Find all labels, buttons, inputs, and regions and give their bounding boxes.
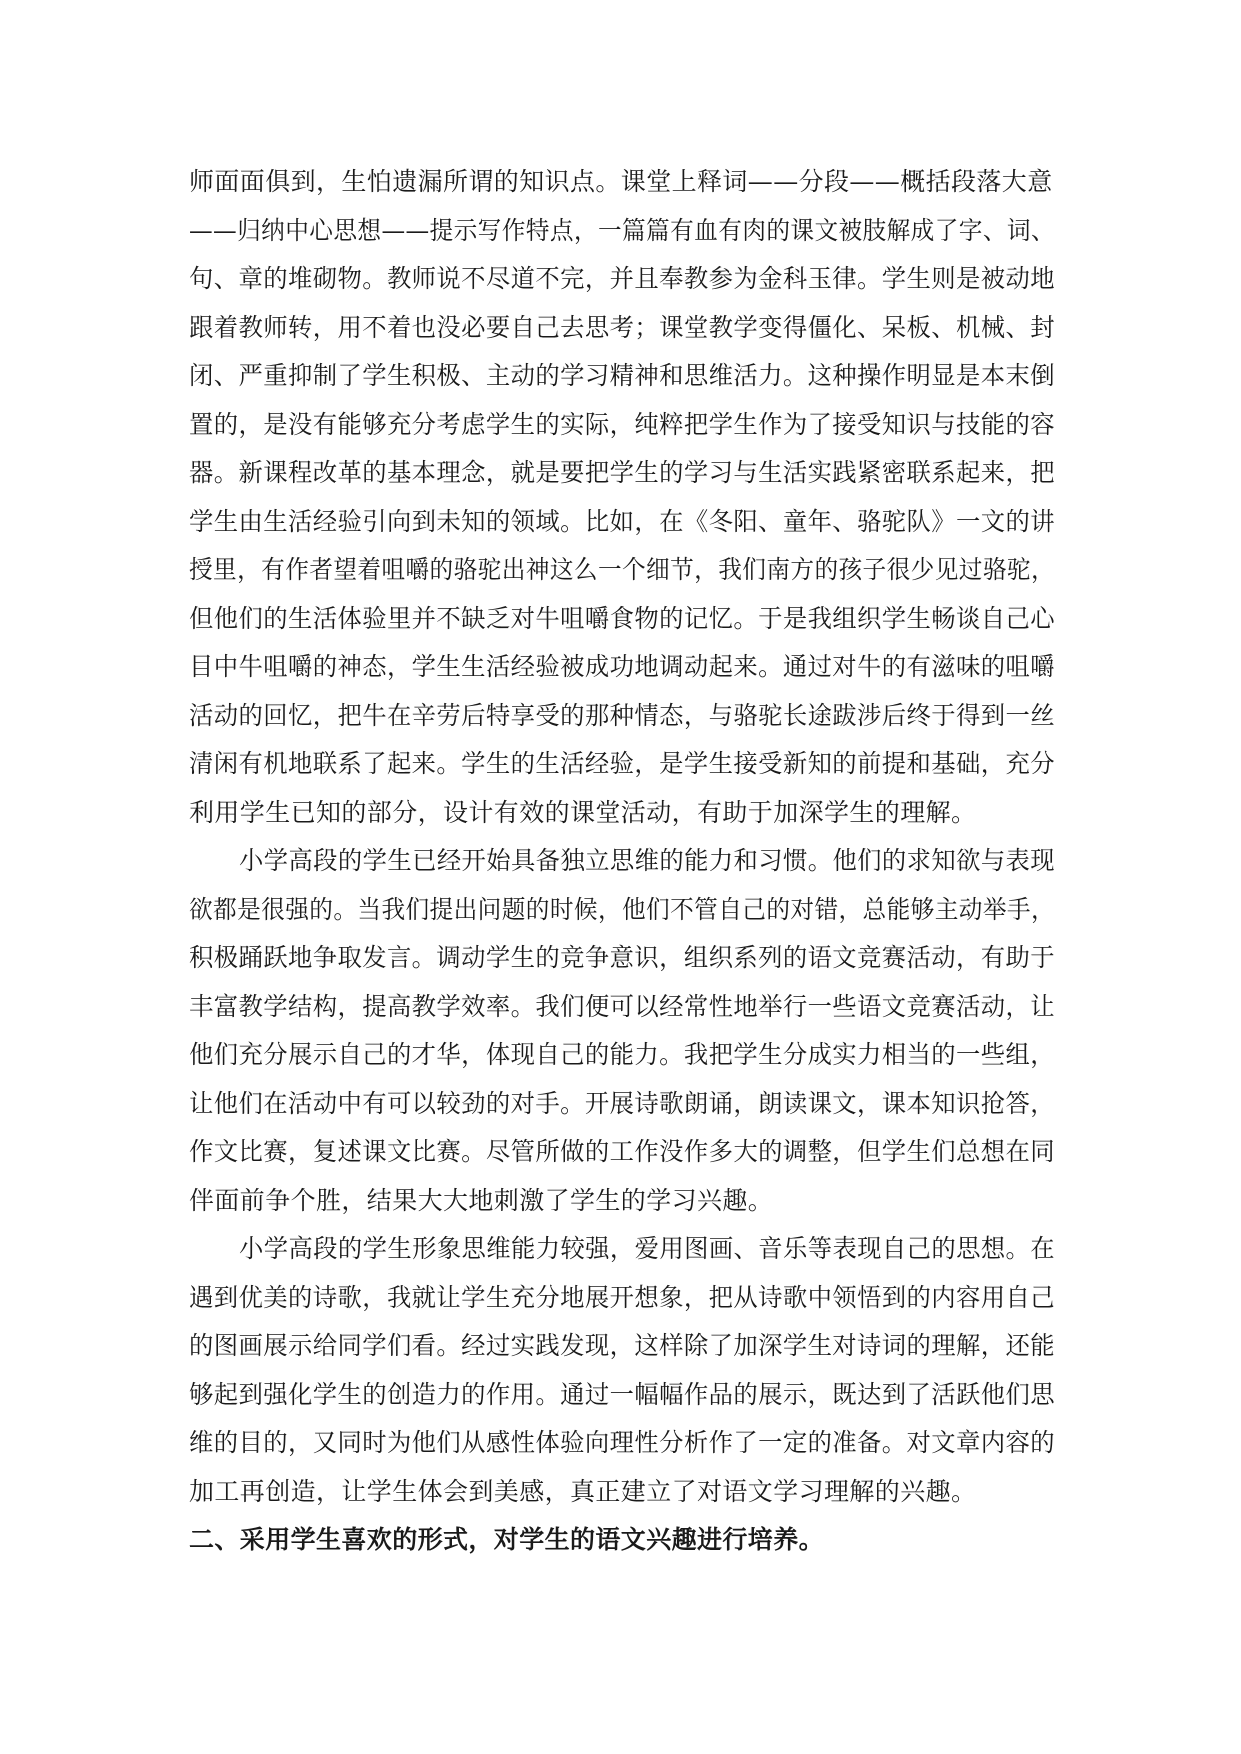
text-line: 跟着教师转，用不着也没必要自己去思考；课堂教学变得僵化、呆板、机械、封	[189, 312, 1055, 342]
text-line: 置的，是没有能够充分考虑学生的实际，纯粹把学生作为了接受知识与技能的容	[189, 409, 1055, 439]
text-line: 欲都是很强的。当我们提出问题的时候，他们不管自己的对错，总能够主动举手，	[189, 894, 1055, 924]
text-line: 遇到优美的诗歌，我就让学生充分地展开想象，把从诗歌中领悟到的内容用自己	[189, 1282, 1055, 1312]
text-line: 师面面俱到，生怕遗漏所谓的知识点。课堂上释词——分段——概括段落大意	[189, 167, 1053, 196]
text-line: 他们充分展示自己的才华，体现自己的能力。我把学生分成实力相当的一些组，	[189, 1040, 1055, 1069]
text-line: 的图画展示给同学们看。经过实践发现，这样除了加深学生对诗词的理解，还能	[189, 1331, 1055, 1360]
text-line: 学生由生活经验引向到未知的领域。比如，在《冬阳、童年、骆驼队》一文的讲	[189, 506, 1055, 536]
text-line: 够起到强化学生的创造力的作用。通过一幅幅作品的展示，既达到了活跃他们思	[189, 1379, 1055, 1409]
text-line: 作文比赛，复述课文比赛。尽管所做的工作没作多大的调整，但学生们总想在同	[189, 1137, 1055, 1166]
text-line: 授里，有作者望着咀嚼的骆驼出神这么一个细节，我们南方的孩子很少见过骆驼，	[189, 555, 1055, 584]
text-line: 但他们的生活体验里并不缺乏对牛咀嚼食物的记忆。于是我组织学生畅谈自己心	[189, 603, 1055, 633]
section-heading: 二、采用学生喜欢的形式，对学生的语文兴趣进行培养。	[189, 1525, 825, 1554]
document-body	[189, 158, 1055, 1565]
text-line: 让他们在活动中有可以较劲的对手。开展诗歌朗诵，朗读课文，课本知识抢答，	[189, 1088, 1055, 1118]
text-line: 闭、严重抑制了学生积极、主动的学习精神和思维活力。这种操作明显是本末倒	[189, 361, 1055, 390]
text-line: 丰富教学结构，提高教学效率。我们便可以经常性地举行一些语文竞赛活动，让	[189, 991, 1055, 1021]
text-line: 目中牛咀嚼的神态，学生生活经验被成功地调动起来。通过对牛的有滋味的咀嚼	[189, 652, 1055, 681]
text-line: 伴面前争个胜，结果大大地刺激了学生的学习兴趣。	[189, 1185, 774, 1215]
text-line: 维的目的，又同时为他们从感性体验向理性分析作了一定的准备。对文章内容的	[189, 1428, 1055, 1457]
text-line: ——归纳中心思想——提示写作特点，一篇篇有血有肉的课文被肢解成了字、词、	[189, 215, 1055, 245]
text-line: 积极踊跃地争取发言。调动学生的竞争意识，组织系列的语文竞赛活动，有助于	[189, 943, 1055, 972]
text-line: 句、章的堆砌物。教师说不尽道不完，并且奉教参为金科玉律。学生则是被动地	[189, 264, 1055, 293]
text-line: 活动的回忆，把牛在辛劳后特享受的那种情态，与骆驼长途跋涉后终于得到一丝	[189, 700, 1055, 730]
text-line: 器。新课程改革的基本理念，就是要把学生的学习与生活实践紧密联系起来，把	[189, 458, 1055, 487]
text-line: 利用学生已知的部分，设计有效的课堂活动，有助于加深学生的理解。	[189, 797, 977, 827]
text-line: 小学高段的学生形象思维能力较强，爱用图画、音乐等表现自己的思想。在	[239, 1234, 1055, 1263]
text-line: 小学高段的学生已经开始具备独立思维的能力和习惯。他们的求知欲与表现	[239, 846, 1055, 875]
document-page	[189, 158, 1055, 1565]
text-line: 加工再创造，让学生体会到美感，真正建立了对语文学习理解的兴趣。	[189, 1476, 977, 1506]
text-line: 清闲有机地联系了起来。学生的生活经验，是学生接受新知的前提和基础，充分	[189, 749, 1055, 778]
